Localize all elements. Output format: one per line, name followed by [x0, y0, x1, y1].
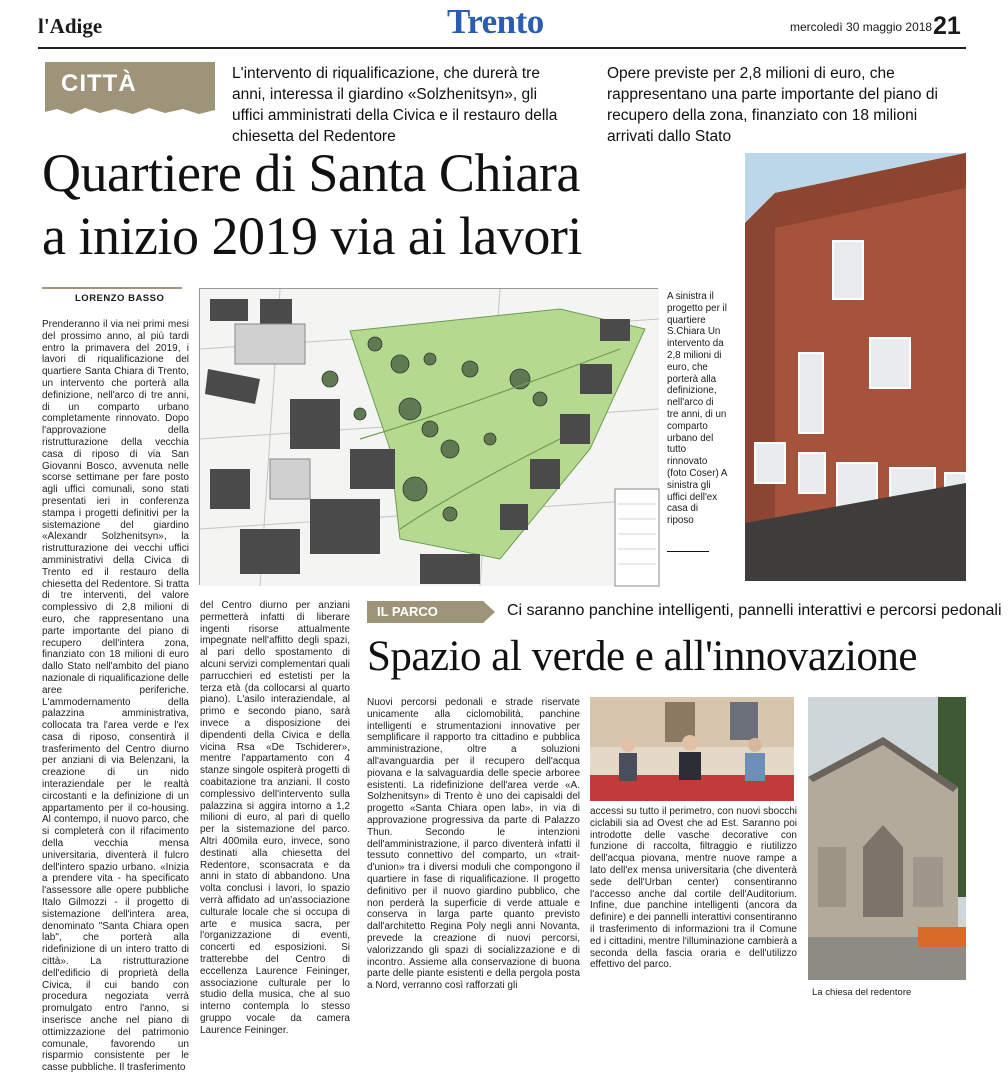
kicker-left: L'intervento di riqualificazione, che durerà tre anni, interessa il giardino «Solzhenitsyn», gli uffici amministrati della Civica e il restauro della chiesetta del Redentore: [232, 65, 558, 145]
kicker-right: Opere previste per 2,8 milioni di euro, che rappresentano una parte importante del piano di recupero della zona, finanziato con 18 milioni arrivati dallo Stato: [607, 65, 938, 145]
page-number: 21: [933, 12, 961, 40]
parco-headline: Spazio al verde e all'innovazione: [367, 633, 918, 680]
section-tag: [45, 62, 215, 120]
article-column-1: Prenderanno il via nei primi mesi del prossimo anno, al più tardi entro la primavera del 2019, i lavori di riqualificazione del quartiere Santa Chiara di Trento, un intervento che porterà alla definizione, nell'arco di tre anni, di un comparto urbano completamente rinnovato. Dopo l'approvazione della ristrutturazione della vecchia casa di riposo di via San Giovanni Bosco, avvenuta nelle scorse settimane per fare posto agli uffici comunali, sono stati presentati ieri in conferenza stampa i progetti definitivi per la sistemazione del giardino «Alexandr Solzhenitsyn», la ristrutturazione dei vecchi uffici amministrativi della Civica di Trento ed il restauro della chiesetta del Redentore. Si tratta di tre interventi, del valore complessivo di 2,8 milioni di euro, che rappresentano una parte importante del piano di recupero dell'intera zona, finanziato con 18 milioni di euro dallo Stato nell'ambito del piano nazionale di riqualificazione delle aree periferiche. L'ammodernamento della palazzina amministrativa, collocata tra l'area verde e l'ex casa di riposo, consentirà il trasferimento del Centro diurno per anziani di via Belenzani, la creazione di un nido interaziendale per le realtà circostanti e la definizione di un appartamento per il co-housing. Al contempo, il nuovo parco, che si completerà con il rifacimento della vecchia mensa universitaria, diventerà il fulcro dell'intero spazio urbano. «Inizia a prendere vita - ha specificato l'assessore alle opere pubbliche Italo Gilmozzi - il progetto di sistemazione dell'intera area, denominato "Santa Chiara open lab", che porterà alla ridefinizione di un intero tratto di città». La ristrutturazione dell'edificio di proprietà della Civica, il cui bando con procedura negoziata verrà promulgato entro l'anno, si inserisce anche nel piano di ottimizzazione del patrimonio comunale, favorendo un risparmio consistente per le casse pubbliche. Il trasferimento: [42, 319, 189, 1074]
parco-column-2: accessi su tutto il perimetro, con nuovi sbocchi ciclabili sia ad Ovest che ad Est. Saranno poi introdotte delle vasche decorative con funzione di raccolta, filtraggio e riutilizzo dell'acqua piovana, mentre nuove rampe a lato dell'ex mensa universitaria (che diventerà sede dell'Urban center) consentiranno l'accesso anche dal cortile dell'Auditorium. Infine, due panchine intelligenti (ancora da definire) e dei pannelli interattivi consentiranno il trasferimento di informazioni tra il Comune ed i cittadini, mentre l'illuminazione cambierà a seconda della fascia oraria e dell'utilizzo effettivo del parco.: [590, 806, 797, 971]
issue-date: mercoledì 30 maggio 2018: [790, 20, 933, 34]
main-headline: [42, 142, 742, 268]
church-caption: La chiesa del redentore: [812, 987, 912, 998]
map-caption: A sinistra il progetto per il quartiere S.Chiara Un intervento da 2,8 milioni di euro, che porterà alla definizione, nell'arco di tre anni, di un comparto urbano del tutto rinnovato (foto Coser) A sinistra gli uffici dell'ex casa di riposo: [667, 291, 727, 527]
byline: LORENZO BASSO: [75, 293, 165, 304]
building-photo: [745, 153, 966, 581]
section-tag-label: CITTÀ: [61, 70, 137, 97]
section-title: Trento: [447, 2, 544, 41]
church-photo: [808, 697, 966, 980]
press-conference-photo: [590, 697, 794, 801]
parco-tag-label: IL PARCO: [377, 604, 438, 619]
article-column-2: del Centro diurno per anziani permetterà infatti di liberare ingenti risorse attualmente impegnate nell'affitto degli spazi, al pari dello spostamento di alcuni servizi complementari quali parrucchieri ed estetisti per la terza età (da collocarsi al quarto piano). L'asilo interaziendale, al primo e secondo piano, sarà invece a disposizione dei dipendenti della Civica e della vicina Rsa «De Tschiderer», mentre l'appartamento con 4 stanze singole ospiterà progetti di coabitazione tra anziani. Il costo complessivo dell'intervento sulla palazzina si aggira intorno a 1,2 milioni di euro, al pari di quello per la sistemazione del parco. Altri 400mila euro, invece, sono destinati alla chiesetta del Redentore, sconsacrata e da anni in stato di abbandono. Una volta conclusi i lavori, lo spazio verrà affidato ad un'associazione culturale locale che si occupa di arte e musica sacra, per l'organizzazione di eventi, concerti ed esposizioni. Si tratterebbe del Centro di eccellenza Laurence Feininger, associazione culturale per lo studio della musica, che al suo interno contempla lo stesso gruppo vocale da camera Laurence Feininger.: [200, 600, 350, 1036]
caption-rule: [667, 551, 709, 552]
main-headline-line2: a inizio 2019 via ai lavori: [42, 206, 582, 266]
byline-rule: [42, 287, 182, 289]
project-plan-map: [199, 288, 658, 585]
parco-column-1: Nuovi percorsi pedonali e strade riservate unicamente alla ciclomobilità, panchine intelligenti e strumentazioni innovative per semplificare il rapporto tra cittadino e pubblica amministrazione, oltre a soluzioni all'avanguardia per il recupero dell'acqua piovana e la salvaguardia delle specie arboree esistenti. La ridefinizione dell'area verde «A. Solzhenitsyn» di Trento è uno dei capisaldi del progetto «Santa Chiara open lab», in via di approvazione progressiva da parte di Palazzo Thun. Secondo le intenzioni dell'amministrazione, il parco diventerà infatti il tessuto connettivo del comparto, un «trait-d'union» tra i diversi moduli che compongono il quartiere in fase di riqualificazione. Il progetto definitivo per il nuovo giardino pubblico, che non perderà la superficie di verde attuale e conserva in larga parte quanto previsto dall'architetto Regina Poly negli anni Novanta, prevede la creazione di nuovi percorsi, valorizzando gli spazi di socializzazione e di incontro. Assieme alla conservazione di buona parte delle piante esistenti e della pergola posta a Nord, verranno così rafforzati gli: [367, 697, 580, 992]
newspaper-name: l'Adige: [38, 14, 103, 38]
masthead-rule: [38, 47, 966, 49]
parco-tag: [367, 601, 495, 623]
parco-kicker: Ci saranno panchine intelligenti, pannelli interattivi e percorsi pedonali: [507, 602, 1002, 619]
main-headline-line1: Quartiere di Santa Chiara: [42, 143, 580, 203]
